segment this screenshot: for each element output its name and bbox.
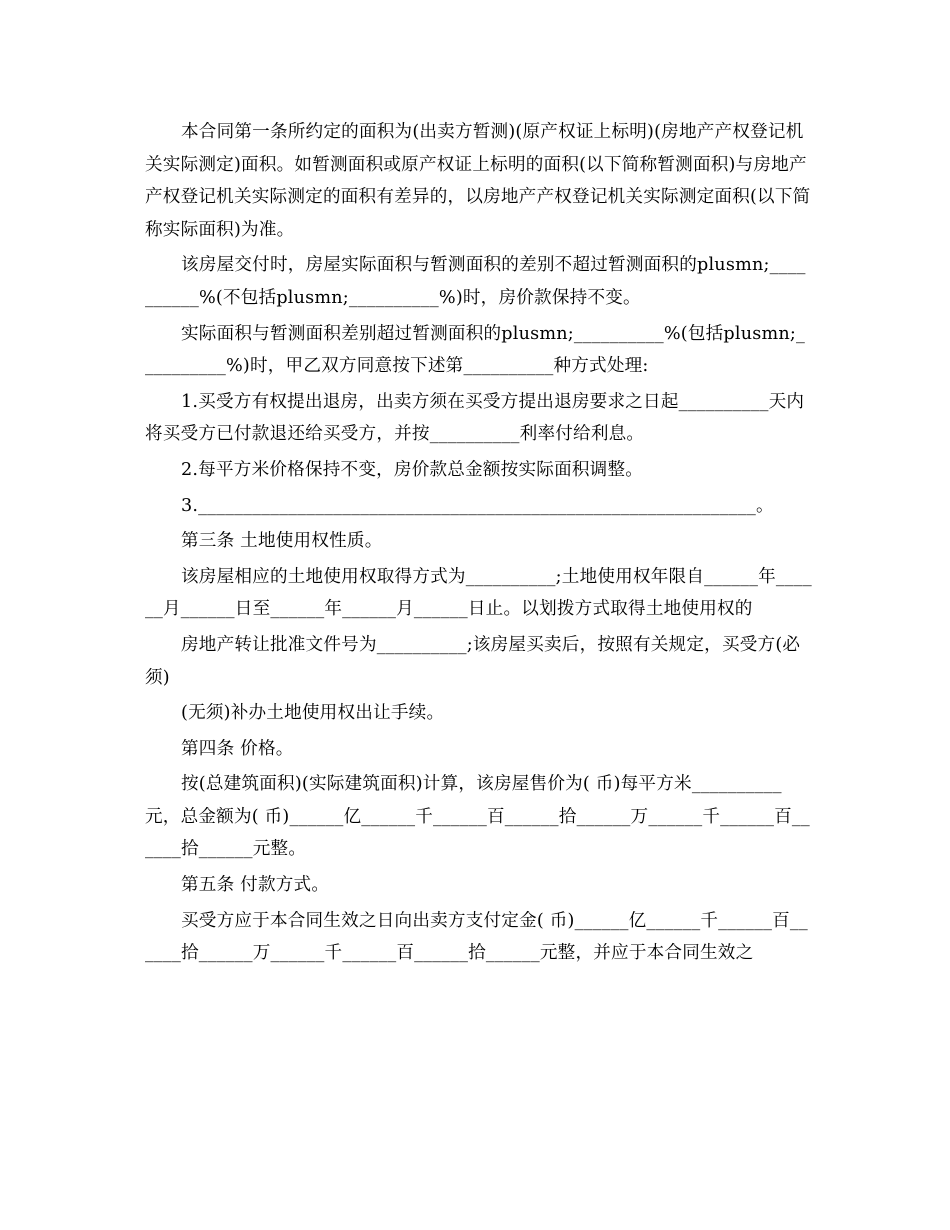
contract-body <box>145 116 813 973</box>
heading-article-5: 第五条 付款方式。 <box>181 875 330 896</box>
paragraph-price: 按(总建筑面积)(实际建筑面积)计算，该房屋售价为( 币)每平方米__________元，总金额为( 币)______亿______千______百______拾______万______千______百______拾______元整。 <box>145 774 810 860</box>
paragraph-land-use: 该房屋相应的土地使用权取得方式为__________;土地使用权年限自______年______月______日至______年______月______日止。以划拨方式取得土地使用权的 <box>145 566 812 620</box>
paragraph-area-exceed: 实际面积与暂测面积差别超过暂测面积的plusmn;__________%(包括plusmn;__________%)时，甲乙双方同意按下述第__________种方式处理: <box>145 323 806 377</box>
heading-article-4: 第四条 价格。 <box>181 738 294 759</box>
paragraph-option-1: 1.买受方有权提出退房，出卖方须在买受方提出退房要求之日起__________天内将买受方已付款退还给买受方，并按__________利率付给利息。 <box>145 391 805 445</box>
paragraph-option-2: 2.每平方米价格保持不变，房价款总金额按实际面积调整。 <box>181 459 644 480</box>
paragraph-payment: 买受方应于本合同生效之日向出卖方支付定金( 币)______亿______千______百______拾______万______千______百______拾______元整，并应于本合同生效之 <box>145 910 808 964</box>
paragraph-land-procedure: (无须)补办土地使用权出让手续。 <box>181 703 445 724</box>
paragraph-transfer-approval: 房地产转让批准文件号为__________;该房屋买卖后，按照有关规定，买受方(必须) <box>145 634 801 688</box>
paragraph-area-tolerance: 该房屋交付时，房屋实际面积与暂测面积的差别不超过暂测面积的plusmn;__________%(不包括plusmn;__________%)时，房价款保持不变。 <box>145 255 806 308</box>
paragraph-option-3: 3.______________________________________________________________。 <box>181 495 774 516</box>
heading-article-3: 第三条 土地使用权性质。 <box>181 531 383 552</box>
paragraph-area-definition: 本合同第一条所约定的面积为(出卖方暂测)(原产权证上标明)(房地产产权登记机关实际测定)面积。如暂测面积或原产权证上标明的面积(以下简称暂测面积)与房地产产权登记机关实际测定的面积有差异的，以房地产产权登记机关实际测定面积(以下简称实际面积)为准。 <box>145 122 811 240</box>
